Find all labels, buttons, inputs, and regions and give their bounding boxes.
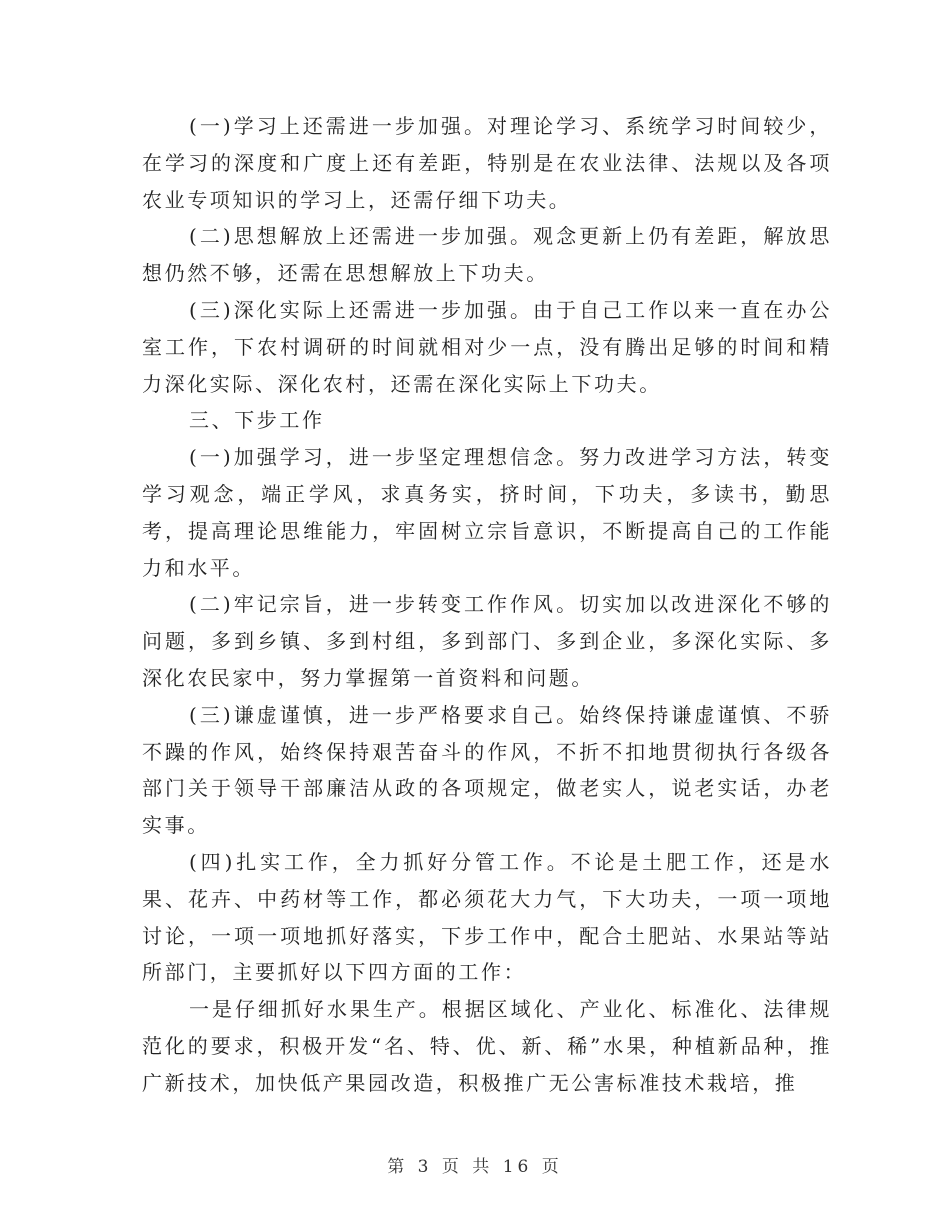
paragraph-thought-liberation: (二)思想解放上还需进一步加强。观念更新上仍有差距，解放思想仍然不够，还需在思想解放上下功夫。 <box>142 224 832 286</box>
paragraph-fruit-production: 一是仔细抓好水果生产。根据区域化、产业化、标准化、法律规范化的要求，积极开发“名、特、优、新、稀”水果，种植新品种，推广新技术，加快低产果园改造，积极推广无公害标准技术栽培，推 <box>142 997 832 1095</box>
page-number-footer: 第 3 页 共 16 页 <box>387 1157 563 1177</box>
paragraph-work-style: (二)牢记宗旨，进一步转变工作作风。切实加以改进深化不够的问题，多到乡镇、多到村组，多到部门、多到企业，多深化实际、多深化农民家中，努力掌握第一首资料和问题。 <box>142 592 832 690</box>
paragraph-solid-work: (四)扎实工作，全力抓好分管工作。不论是土肥工作，还是水果、花卉、中药材等工作，都必须花大力气，下大功夫，一项一项地讨论，一项一项地抓好落实，下步工作中，配合土肥站、水果站等站所部门，主要抓好以下四方面的工作： <box>142 849 832 985</box>
paragraph-study: (一)学习上还需进一步加强。对理论学习、系统学习时间较少，在学习的深度和广度上还有差距，特别是在农业法律、法规以及各项农业专项知识的学习上，还需仔细下功夫。 <box>142 114 832 212</box>
paragraph-self-discipline: (三)谦虚谨慎，进一步严格要求自己。始终保持谦虚谨慎、不骄不躁的作风，始终保持艰苦奋斗的作风，不折不扣地贯彻执行各级各部门关于领导干部廉洁从政的各项规定，做老实人，说老实话，办老实事。 <box>142 702 832 838</box>
document-body <box>142 108 832 1102</box>
paragraph-strengthen-study: (一)加强学习，进一步坚定理想信念。努力改进学习方法，转变学习观念，端正学风，求真务实，挤时间，下功夫，多读书，勤思考，提高理论思维能力，牢固树立宗旨意识，不断提高自己的工作能力和水平。 <box>142 445 832 580</box>
paragraph-practice: (三)深化实际上还需进一步加强。由于自己工作以来一直在办公室工作，下农村调研的时间就相对少一点，没有腾出足够的时间和精力深化实际、深化农村，还需在深化实际上下功夫。 <box>142 297 832 396</box>
section-heading-next-steps: 三、下步工作 <box>189 408 325 433</box>
